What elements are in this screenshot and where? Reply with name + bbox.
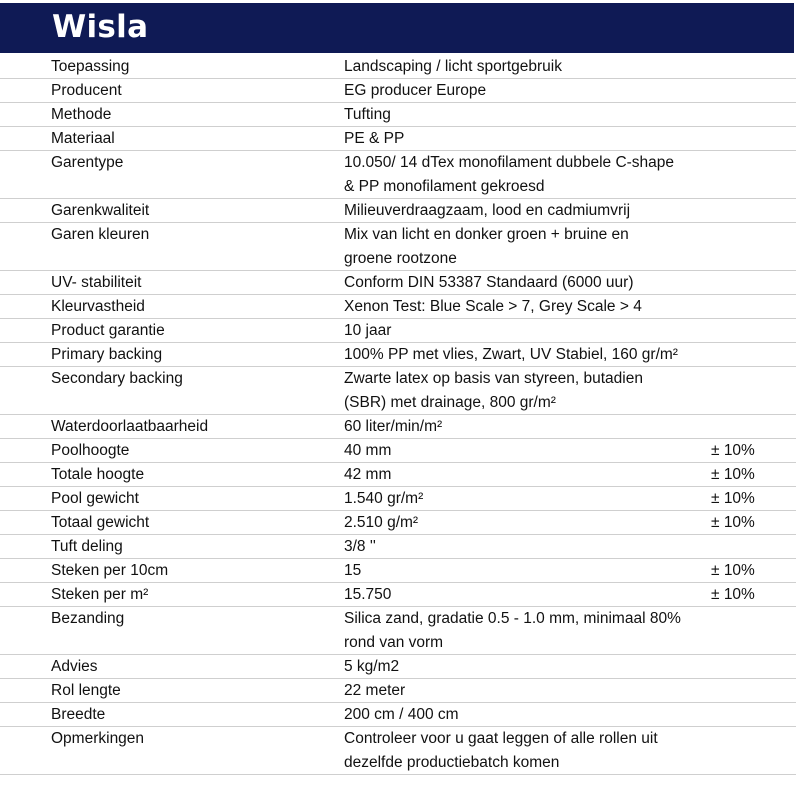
spec-value	[344, 679, 704, 703]
product-title: Wisla	[52, 9, 149, 45]
spec-row	[0, 511, 796, 535]
spec-value	[344, 223, 704, 271]
spec-tolerance: ± 10%	[711, 562, 755, 579]
spec-tolerance: ± 10%	[711, 466, 755, 483]
spec-label: Tuft deling	[51, 538, 123, 555]
spec-row	[0, 439, 796, 463]
spec-value	[344, 295, 704, 319]
spec-label: Secondary backing	[51, 370, 183, 387]
title-banner	[0, 3, 794, 53]
spec-label: Poolhoogte	[51, 442, 130, 459]
spec-tolerance: ± 10%	[711, 442, 755, 459]
spec-value-line: & PP monofilament gekroesd	[344, 178, 545, 195]
spec-value	[344, 199, 704, 223]
spec-label: Methode	[51, 106, 112, 123]
spec-label: Materiaal	[51, 130, 115, 147]
spec-value	[344, 103, 704, 127]
spec-value-line: 22 meter	[344, 682, 406, 699]
spec-row	[0, 223, 796, 271]
spec-value-line: 1.540 gr/m²	[344, 490, 424, 507]
spec-label: Producent	[51, 82, 122, 99]
spec-value-line: 5 kg/m2	[344, 658, 400, 675]
spec-row	[0, 703, 796, 727]
spec-value-line: Controleer voor u gaat leggen of alle rollen uit	[344, 730, 658, 747]
spec-label: Rol lengte	[51, 682, 121, 699]
spec-value-line: 100% PP met vlies, Zwart, UV Stabiel, 160 gr/m²	[344, 346, 678, 363]
spec-value	[344, 415, 704, 439]
spec-value	[344, 535, 704, 559]
spec-label: Product garantie	[51, 322, 165, 339]
spec-value	[344, 127, 704, 151]
spec-value	[344, 655, 704, 679]
spec-label: UV- stabiliteit	[51, 274, 142, 291]
spec-row	[0, 487, 796, 511]
spec-value	[344, 271, 704, 295]
spec-row	[0, 583, 796, 607]
spec-value-line: Milieuverdraagzaam, lood en cadmiumvrij	[344, 202, 631, 219]
spec-row	[0, 271, 796, 295]
spec-value-line: Mix van licht en donker groen + bruine en	[344, 226, 629, 243]
spec-value-line: Conform DIN 53387 Standaard (6000 uur)	[344, 274, 634, 291]
spec-value-line: Silica zand, gradatie 0.5 - 1.0 mm, minimaal 80%	[344, 610, 681, 627]
spec-value-line: groene rootzone	[344, 250, 457, 267]
spec-label: Advies	[51, 658, 98, 675]
spec-value	[344, 727, 704, 775]
spec-row	[0, 535, 796, 559]
spec-value	[344, 151, 704, 199]
spec-label: Primary backing	[51, 346, 163, 363]
spec-label: Garenkwaliteit	[51, 202, 150, 219]
spec-label: Totaal gewicht	[51, 514, 150, 531]
spec-table	[0, 55, 796, 775]
spec-row	[0, 559, 796, 583]
spec-row	[0, 127, 796, 151]
spec-row	[0, 679, 796, 703]
spec-value-line: dezelfde productiebatch komen	[344, 754, 560, 771]
spec-value	[344, 607, 704, 655]
spec-tolerance: ± 10%	[711, 586, 755, 603]
spec-label: Pool gewicht	[51, 490, 139, 507]
spec-value	[344, 439, 704, 463]
spec-row	[0, 79, 796, 103]
spec-value-line: 2.510 g/m²	[344, 514, 419, 531]
spec-value-line: Zwarte latex op basis van styreen, butadien	[344, 370, 643, 387]
spec-value-line: 60 liter/min/m²	[344, 418, 443, 435]
spec-label: Totale hoogte	[51, 466, 145, 483]
spec-row	[0, 463, 796, 487]
spec-label: Waterdoorlaatbaarheid	[51, 418, 209, 435]
spec-value	[344, 559, 704, 583]
spec-tolerance: ± 10%	[711, 514, 755, 531]
spec-row	[0, 727, 796, 775]
spec-value	[344, 511, 704, 535]
spec-tolerance: ± 10%	[711, 490, 755, 507]
spec-value	[344, 463, 704, 487]
spec-label: Breedte	[51, 706, 106, 723]
spec-row	[0, 607, 796, 655]
spec-value-line: 10 jaar	[344, 322, 392, 339]
spec-row	[0, 319, 796, 343]
spec-label: Garentype	[51, 154, 124, 171]
spec-row	[0, 103, 796, 127]
spec-label: Kleurvastheid	[51, 298, 145, 315]
spec-value-line: 200 cm / 400 cm	[344, 706, 459, 723]
spec-row	[0, 199, 796, 223]
spec-value-line: PE & PP	[344, 130, 405, 147]
spec-value	[344, 487, 704, 511]
spec-row	[0, 55, 796, 79]
spec-value-line: Tufting	[344, 106, 391, 123]
spec-value	[344, 703, 704, 727]
spec-row	[0, 367, 796, 415]
spec-value-line: Xenon Test: Blue Scale > 7, Grey Scale > 4	[344, 298, 642, 315]
spec-value-line: 3/8 ''	[344, 538, 376, 555]
spec-label: Bezanding	[51, 610, 125, 627]
spec-value	[344, 79, 704, 103]
spec-value-line: (SBR) met drainage, 800 gr/m²	[344, 394, 556, 411]
spec-value-line: 40 mm	[344, 442, 392, 459]
spec-row	[0, 295, 796, 319]
spec-label: Steken per 10cm	[51, 562, 169, 579]
spec-value	[344, 319, 704, 343]
spec-label: Toepassing	[51, 58, 130, 75]
spec-value-line: Landscaping / licht sportgebruik	[344, 58, 562, 75]
spec-value-line: 15	[344, 562, 362, 579]
spec-value-line: 15.750	[344, 586, 392, 603]
spec-row	[0, 415, 796, 439]
spec-label: Opmerkingen	[51, 730, 145, 747]
spec-value-line: 10.050/ 14 dTex monofilament dubbele C-shape	[344, 154, 675, 171]
spec-value	[344, 55, 704, 79]
spec-value	[344, 367, 704, 415]
spec-value	[344, 583, 704, 607]
spec-value-line: EG producer Europe	[344, 82, 487, 99]
spec-value-line: rond van vorm	[344, 634, 444, 651]
spec-value	[344, 343, 704, 367]
spec-label: Garen kleuren	[51, 226, 150, 243]
spec-row	[0, 655, 796, 679]
spec-row	[0, 343, 796, 367]
spec-value-line: 42 mm	[344, 466, 392, 483]
spec-row	[0, 151, 796, 199]
spec-label: Steken per m²	[51, 586, 149, 603]
